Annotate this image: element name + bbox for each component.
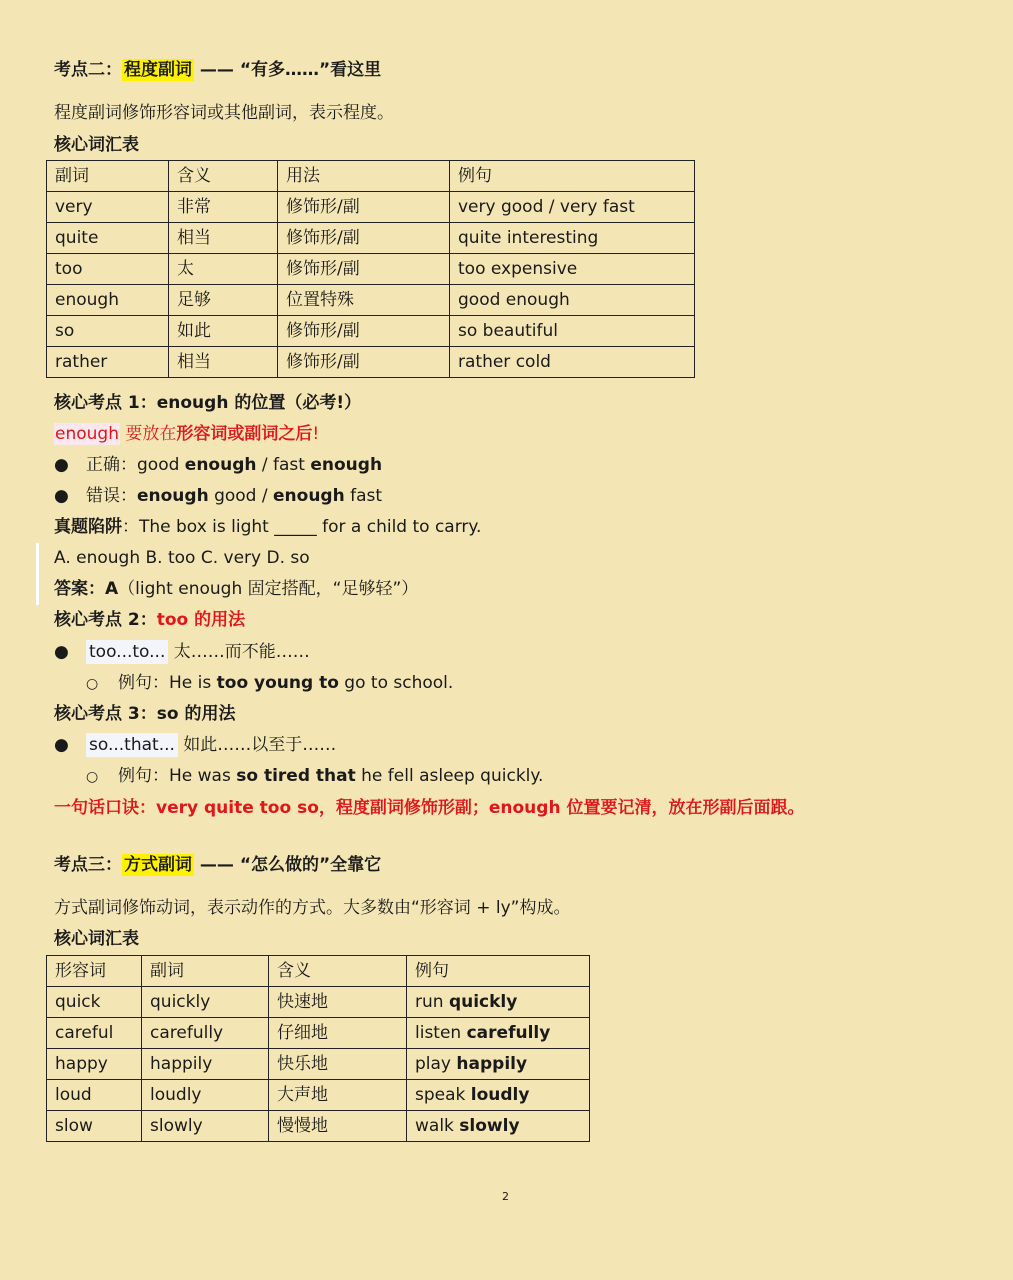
table-header-cell: 例句 [450, 161, 695, 192]
table-cell: 快乐地 [269, 1049, 407, 1080]
table-cell: 修饰形/副 [278, 254, 450, 285]
trap-text: ：The box is light _____ for a child to carry. [122, 517, 482, 537]
correct-mid: / fast [256, 455, 311, 475]
exam-trap [54, 515, 481, 539]
table-cell-example [407, 1018, 590, 1049]
table-row [47, 316, 695, 347]
table-cell: 快速地 [269, 987, 407, 1018]
so-that-pattern [54, 733, 336, 757]
rule-end: ! [312, 424, 320, 444]
too-example-end: go to school. [338, 673, 454, 693]
circle-bullet-icon: ○ [86, 676, 99, 692]
table-row [47, 254, 695, 285]
bullet-icon: ● [54, 642, 69, 662]
example-verb: play [415, 1054, 457, 1074]
table-cell: 修饰形/副 [278, 192, 450, 223]
so-example-label: 例句：He was [118, 766, 237, 786]
quote-bar [36, 543, 39, 605]
rule-mid: 要放在 [119, 424, 177, 444]
table-cell-example [407, 1111, 590, 1142]
too-example-bold: too young to [216, 673, 339, 693]
table-cell: slow [47, 1111, 142, 1142]
table-row [47, 1018, 590, 1049]
example-verb: run [415, 992, 449, 1012]
table-cell: rather [47, 347, 169, 378]
trap-options: A. enough B. too C. very D. so [54, 548, 310, 568]
mnemonic: 一句话口诀：very quite too so，程度副词修饰形副；enough 位置要记清，放在形副后面跟。 [54, 798, 805, 818]
section3-heading [54, 853, 381, 877]
example-verb: speak [415, 1085, 471, 1105]
table-cell: 大声地 [269, 1080, 407, 1111]
example-verb: listen [415, 1023, 467, 1043]
point2-prefix: 核心考点 2： [54, 610, 157, 630]
circle-bullet-icon: ○ [86, 769, 99, 785]
table-header-cell: 含义 [269, 956, 407, 987]
table-cell: 相当 [169, 347, 278, 378]
so-example-end: he fell asleep quickly. [355, 766, 544, 786]
table-cell: loud [47, 1080, 142, 1111]
example-adverb: carefully [466, 1023, 551, 1043]
heading-prefix: 考点二： [54, 60, 122, 80]
table-header-cell: 用法 [278, 161, 450, 192]
s3-prefix: 考点三： [54, 855, 122, 875]
section2-intro: 程度副词修饰形容词或其他副词，表示程度。 [54, 103, 394, 123]
table-cell: so beautiful [450, 316, 695, 347]
table-header-row [47, 956, 590, 987]
s3-suffix: —— “怎么做的”全靠它 [194, 855, 382, 875]
so-pattern: so...that... [86, 733, 178, 757]
table-cell: happily [142, 1049, 269, 1080]
table-cell: so [47, 316, 169, 347]
table-header-row [47, 161, 695, 192]
table-cell: very [47, 192, 169, 223]
point2-title [54, 608, 245, 632]
table-row [47, 1080, 590, 1111]
table-header-cell: 例句 [407, 956, 590, 987]
degree-adverb-table [46, 160, 695, 378]
table-cell: very good / very fast [450, 192, 695, 223]
table-cell: enough [47, 285, 169, 316]
table-row [47, 987, 590, 1018]
table-cell-example [407, 987, 590, 1018]
table-cell: 足够 [169, 285, 278, 316]
point3-title: 核心考点 3：so 的用法 [54, 704, 236, 724]
table-row [47, 347, 695, 378]
example-verb: walk [415, 1116, 460, 1136]
section3-vocab-heading: 核心词汇表 [54, 929, 139, 949]
table-cell: too [47, 254, 169, 285]
trap-answer [54, 577, 418, 601]
table-header-cell: 副词 [47, 161, 169, 192]
table-row [47, 1049, 590, 1080]
so-example-bold: so tired that [236, 766, 356, 786]
table-cell: 修饰形/副 [278, 316, 450, 347]
table-cell: 修饰形/副 [278, 223, 450, 254]
too-pattern: too...to... [86, 640, 168, 664]
wrong-example [54, 484, 382, 508]
correct-bold-2: enough [310, 455, 383, 475]
section2-heading [54, 58, 381, 82]
table-cell: 慢慢地 [269, 1111, 407, 1142]
table-cell: carefully [142, 1018, 269, 1049]
table-cell: 相当 [169, 223, 278, 254]
table-row [47, 192, 695, 223]
table-cell: happy [47, 1049, 142, 1080]
table-cell: 太 [169, 254, 278, 285]
example-adverb: slowly [459, 1116, 520, 1136]
table-cell: 非常 [169, 192, 278, 223]
too-to-pattern [54, 640, 310, 664]
correct-label: 正确：good [86, 455, 185, 475]
so-example [54, 764, 543, 789]
table-cell: loudly [142, 1080, 269, 1111]
wrong-label: 错误： [86, 486, 137, 506]
heading-suffix: —— “有多……”看这里 [194, 60, 382, 80]
too-example-label: 例句：He is [118, 673, 217, 693]
point2-red: too 的用法 [156, 610, 246, 630]
table-cell: quite interesting [450, 223, 695, 254]
table-cell: 仔细地 [269, 1018, 407, 1049]
correct-bold-1: enough [184, 455, 257, 475]
too-example [54, 671, 453, 696]
table-row [47, 285, 695, 316]
section3-intro: 方式副词修饰动词，表示动作的方式。大多数由“形容词 + ly”构成。 [54, 898, 571, 918]
wrong-end: fast [344, 486, 383, 506]
table-cell: careful [47, 1018, 142, 1049]
table-cell-example [407, 1049, 590, 1080]
table-header-cell: 形容词 [47, 956, 142, 987]
s3-highlight: 方式副词 [124, 855, 192, 875]
table-cell: quite [47, 223, 169, 254]
bullet-icon: ● [54, 735, 69, 755]
correct-example [54, 453, 382, 477]
table-header-cell: 含义 [169, 161, 278, 192]
wrong-bold-2: enough [273, 486, 345, 506]
table-cell: slowly [142, 1111, 269, 1142]
table-cell: good enough [450, 285, 695, 316]
example-adverb: happily [456, 1054, 528, 1074]
trap-label: 真题陷阱 [54, 517, 122, 537]
page-number: 2 [502, 1190, 509, 1203]
example-adverb: loudly [470, 1085, 530, 1105]
table-cell: quick [47, 987, 142, 1018]
table-cell: 如此 [169, 316, 278, 347]
table-cell: 位置特殊 [278, 285, 450, 316]
table-cell: too expensive [450, 254, 695, 285]
table-cell: quickly [142, 987, 269, 1018]
table-cell: rather cold [450, 347, 695, 378]
so-meaning: 如此……以至于…… [177, 735, 337, 755]
point1-title: 核心考点 1：enough 的位置（必考!） [54, 393, 362, 413]
bullet-icon: ● [54, 486, 69, 506]
table-row [47, 1111, 590, 1142]
rule-word: enough [55, 424, 119, 444]
table-cell: 修饰形/副 [278, 347, 450, 378]
answer-label: 答案：A [54, 579, 119, 599]
answer-text: （light enough 固定搭配，“足够轻”） [118, 579, 419, 599]
table-header-cell: 副词 [142, 956, 269, 987]
wrong-bold-1: enough [137, 486, 209, 506]
wrong-mid: good / [208, 486, 274, 506]
table-row [47, 223, 695, 254]
too-meaning: 太……而不能…… [168, 642, 310, 662]
table-cell-example [407, 1080, 590, 1111]
rule-bold: 形容词或副词之后 [176, 424, 313, 444]
section2-vocab-heading: 核心词汇表 [54, 135, 139, 155]
example-adverb: quickly [448, 992, 518, 1012]
enough-rule [54, 422, 319, 446]
heading-highlight: 程度副词 [124, 60, 192, 80]
bullet-icon: ● [54, 455, 69, 475]
manner-adverb-table [46, 955, 590, 1142]
